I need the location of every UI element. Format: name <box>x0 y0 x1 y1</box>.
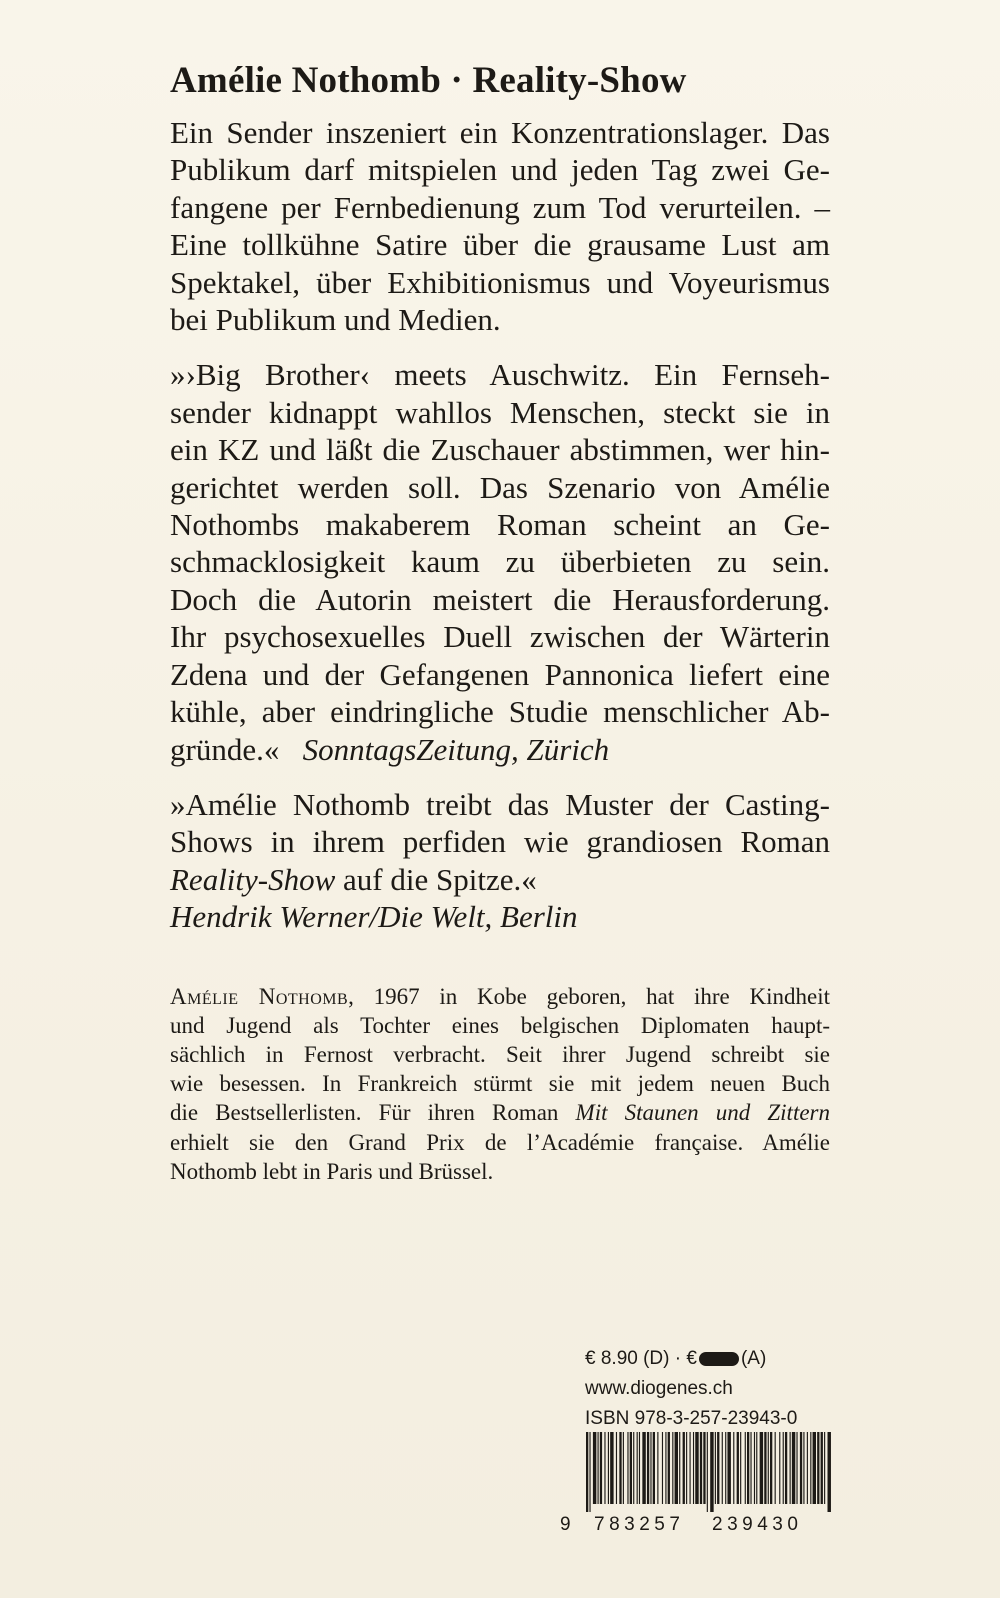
bio-line: sächlich in Fernost verbracht. Seit ihrer Jugend schreibt sie <box>170 1041 830 1067</box>
review-line: Shows in ihrem perfiden wie grandiosen Roman <box>170 824 830 860</box>
barcode-bar <box>800 1432 802 1504</box>
barcode-bar <box>779 1432 780 1504</box>
barcode-bar <box>725 1432 726 1504</box>
bio-line: erhielt sie den Grand Prix de l’Académie française. Amélie <box>170 1129 830 1155</box>
bio-text: , 1967 in Kobe geboren, hat ihre Kindheit <box>348 983 830 1009</box>
price-line <box>585 1344 845 1374</box>
barcode-bar <box>604 1432 605 1504</box>
barcode-bar <box>679 1432 680 1504</box>
barcode-bar <box>750 1432 751 1504</box>
blurb-line: fangene per Fernbedienung zum Tod verurteilen. – <box>170 189 830 225</box>
barcode-bar <box>662 1432 663 1504</box>
barcode-bar <box>690 1432 691 1504</box>
barcode-bar <box>747 1432 749 1504</box>
review-last-line <box>170 731 830 768</box>
barcode-bar <box>745 1432 746 1504</box>
review-line: Nothombs makaberem Roman scheint an Ge- <box>170 507 830 543</box>
barcode-bar <box>783 1432 784 1504</box>
review-line: »›Big Brother‹ meets Auschwitz. Ein Fernseh- <box>170 357 830 393</box>
barcode-bar <box>756 1432 757 1504</box>
bio-line: Nothomb lebt in Paris und Brüssel. <box>170 1158 494 1184</box>
barcode-bar <box>683 1432 685 1504</box>
bio-line <box>170 982 830 1011</box>
barcode-left-digits: 783257 <box>594 1514 685 1535</box>
barcode-bar <box>600 1432 602 1504</box>
barcode-bar <box>764 1432 766 1504</box>
barcode-bar <box>653 1432 655 1504</box>
barcode-bar <box>675 1432 678 1504</box>
barcode <box>560 1432 840 1542</box>
review-line-end: gründe.« <box>170 731 280 767</box>
barcode-bar <box>796 1432 797 1504</box>
review-line: ein KZ und läßt die Zuschauer abstimmen, wer hin- <box>170 432 830 468</box>
barcode-bar <box>760 1432 763 1504</box>
review-die-welt <box>170 786 830 936</box>
barcode-bar <box>608 1432 609 1504</box>
review-line: schmacklosigkeit kaum zu überbieten zu sein. <box>170 544 830 580</box>
barcode-bar <box>770 1432 772 1504</box>
barcode-bar <box>707 1432 708 1512</box>
review-source: SonntagsZeitung, Zürich <box>302 731 610 767</box>
review-line: Ihr psychosexuelles Duell zwischen der Wärterin <box>170 619 830 655</box>
barcode-bar <box>598 1432 599 1504</box>
review-sonntagszeitung <box>170 356 830 767</box>
barcode-bar <box>639 1432 640 1504</box>
barcode-bar <box>642 1432 645 1504</box>
barcode-bar <box>710 1432 713 1512</box>
barcode-bar <box>785 1432 787 1504</box>
barcode-bar <box>754 1432 755 1504</box>
barcode-bar <box>657 1432 658 1504</box>
barcode-bar <box>803 1432 804 1504</box>
novel-title: Mit Staunen und Zittern <box>575 1100 830 1126</box>
barcode-bar <box>650 1432 651 1504</box>
barcode-bar <box>637 1432 638 1504</box>
barcode-bar <box>703 1432 705 1504</box>
barcode-bar <box>813 1432 816 1504</box>
barcode-bars <box>584 1432 834 1512</box>
barcode-bar <box>715 1432 716 1504</box>
barcode-bar <box>672 1432 673 1504</box>
review-line: »Amélie Nothomb treibt das Muster der Casting- <box>170 786 830 822</box>
bio-line: und Jugend als Tochter eines belgischen Diplomaten haupt- <box>170 1012 830 1038</box>
bio-text: die Bestsellerlisten. Für ihren Roman <box>170 1100 576 1126</box>
review-line: sender kidnappt wahllos Menschen, steckt sie in <box>170 394 830 430</box>
blurb-line: bei Publikum und Medien. <box>170 302 501 338</box>
barcode-bar <box>717 1432 719 1504</box>
barcode-bar <box>817 1432 819 1504</box>
barcode-bar <box>627 1432 628 1504</box>
review-line: Doch die Autorin meistert die Herausforderung. <box>170 581 830 617</box>
barcode-bar <box>727 1432 730 1504</box>
barcode-bar <box>792 1432 795 1504</box>
barcode-right-digits: 239430 <box>712 1514 803 1535</box>
review-source: Hendrik Werner/Die Welt, Berlin <box>170 899 578 935</box>
blurb-line: Eine tollkühne Satire über die grausame Lust am <box>170 227 830 263</box>
barcode-bar <box>733 1432 734 1504</box>
barcode-bar <box>647 1432 649 1504</box>
text-column <box>170 58 830 1186</box>
barcode-bar <box>693 1432 694 1504</box>
barcode-bar <box>633 1432 634 1504</box>
barcode-bar <box>821 1432 823 1504</box>
barcode-bar <box>722 1432 723 1504</box>
barcode-bar <box>616 1432 617 1504</box>
barcode-bar <box>737 1432 739 1504</box>
barcode-bar <box>790 1432 791 1504</box>
review-line: Zdena und der Gefangenen Pannonica liefert eine <box>170 656 830 692</box>
review-line <box>170 861 830 898</box>
barcode-bar <box>686 1432 687 1504</box>
barcode-bar <box>768 1432 769 1504</box>
barcode-bar <box>665 1432 666 1504</box>
publisher-website: www.diogenes.ch <box>585 1378 733 1399</box>
barcode-bar <box>824 1432 825 1504</box>
author-name: Amélie Nothomb <box>170 983 349 1009</box>
blurb-line: Spektakel, über Exhibitionismus und Voyeurismus <box>170 264 830 300</box>
isbn: ISBN 978-3-257-23943-0 <box>585 1408 798 1429</box>
imprint-block <box>585 1344 845 1434</box>
barcode-bar <box>740 1432 741 1504</box>
barcode-bar <box>619 1432 621 1504</box>
book-title-ref: Reality-Show <box>170 861 336 897</box>
blurb-line: Publikum darf mitspielen und jeden Tag zwei Ge- <box>170 152 830 188</box>
barcode-bar <box>828 1432 831 1512</box>
price-de: € 8.90 (D) · € <box>585 1348 697 1369</box>
bio-line <box>170 1098 830 1127</box>
barcode-bar <box>623 1432 624 1504</box>
book-title: Amélie Nothomb · Reality-Show <box>170 60 687 101</box>
barcode-bar <box>810 1432 811 1504</box>
review-line: kühle, aber eindringliche Studie menschlicher Ab- <box>170 694 830 730</box>
barcode-bar <box>775 1432 776 1504</box>
barcode-bar <box>593 1432 596 1504</box>
barcode-bar <box>586 1432 588 1512</box>
blurb-paragraph <box>170 114 830 338</box>
review-line-end: auf die Spitze.« <box>335 861 537 897</box>
price-at: (A) <box>740 1348 767 1369</box>
barcode-bar <box>589 1432 590 1512</box>
author-bio <box>170 982 830 1186</box>
barcode-bar <box>700 1432 702 1504</box>
barcode-bar <box>695 1432 698 1504</box>
blurb-line: Ein Sender inszeniert ein Konzentrationslager. Das <box>170 115 830 150</box>
price-sticker-mark <box>699 1352 739 1366</box>
barcode-bar <box>807 1432 808 1504</box>
review-line: gerichtet werden soll. Das Szenario von Amélie <box>170 469 830 505</box>
barcode-first-digit: 9 <box>560 1514 571 1535</box>
barcode-bar <box>630 1432 632 1504</box>
bio-line: wie besessen. In Frankreich stürmt sie mit jedem neuen Buch <box>170 1071 830 1097</box>
barcode-bar <box>668 1432 670 1504</box>
barcode-bar <box>610 1432 613 1504</box>
